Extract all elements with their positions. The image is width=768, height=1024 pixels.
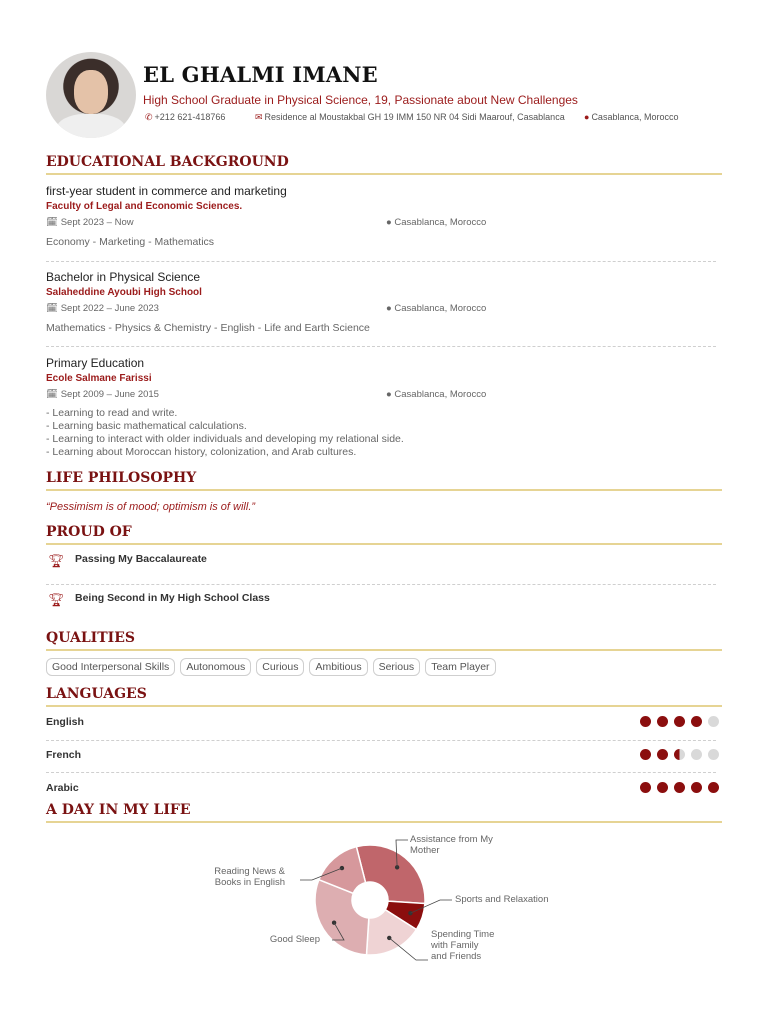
phone-icon: ✆ (145, 112, 153, 122)
avatar (46, 52, 136, 138)
entry-meta (46, 217, 722, 229)
level-dot (657, 782, 668, 793)
slice-label: Spending Time with Family and Friends (431, 929, 495, 962)
qualities-list (46, 658, 496, 676)
philosophy-quote: “Pessimism is of mood; optimism is of will.” (46, 501, 256, 513)
entry-dates: Sept 2009 – June 2015 (60, 389, 159, 400)
quality-tag: Ambitious (309, 658, 367, 676)
calendar-icon: 🗓︎ (46, 217, 61, 228)
location-text: Casablanca, Morocco (591, 112, 679, 122)
headline: High School Graduate in Physical Science, 19, Passionate about New Challenges (143, 93, 578, 107)
trophy-icon: 🏆︎ (48, 553, 65, 568)
level-dot (640, 716, 651, 727)
quality-tag: Good Interpersonal Skills (46, 658, 175, 676)
entry-dates: Sept 2022 – June 2023 (60, 303, 159, 314)
slice-label: Reading News & Books in English (214, 866, 285, 888)
trophy-icon: 🏆︎ (48, 592, 65, 607)
level-dot (708, 782, 719, 793)
entry-meta (46, 389, 722, 401)
slice-label: Sports and Relaxation (455, 894, 549, 905)
level-dot (640, 782, 651, 793)
slice-label: Good Sleep (269, 934, 320, 945)
address-text: Residence al Moustakbal GH 19 IMM 150 NR 04 Sidi Maarouf, Casablanca (264, 112, 565, 122)
achievement-text: Passing My Baccalaureate (75, 553, 207, 565)
degree-title: Primary Education (46, 356, 145, 370)
language-level (640, 782, 719, 793)
level-dot (691, 716, 702, 727)
description-line: - Learning to interact with older individuals and developing my relational side. (46, 433, 404, 445)
education-entry (46, 184, 722, 248)
divider (46, 772, 716, 773)
language-name: English (46, 716, 84, 728)
language-row (46, 749, 722, 765)
description-line: - Learning basic mathematical calculations. (46, 420, 247, 432)
level-dot (691, 749, 702, 760)
level-dot (674, 782, 685, 793)
location-pin-icon: ● (386, 389, 395, 400)
entry-location: Casablanca, Morocco (394, 389, 487, 400)
calendar-icon: 🗓︎ (46, 303, 61, 314)
language-name: Arabic (46, 782, 79, 794)
school-name: Faculty of Legal and Economic Sciences. (46, 201, 243, 212)
language-row (46, 782, 722, 798)
entry-description: Mathematics - Physics & Chemistry - English - Life and Earth Science (46, 322, 370, 334)
day-donut-chart (200, 828, 570, 978)
avatar-shirt (56, 114, 126, 138)
quality-tag: Team Player (425, 658, 495, 676)
resume-header (46, 52, 726, 138)
entry-location: Casablanca, Morocco (394, 303, 487, 314)
divider (46, 261, 716, 262)
level-dot (674, 749, 685, 760)
degree-title: Bachelor in Physical Science (46, 270, 201, 284)
location-pin-icon: ● (386, 303, 395, 314)
level-dot (657, 716, 668, 727)
level-dot (708, 716, 719, 727)
language-level (640, 716, 719, 727)
description-line: - Learning about Moroccan history, colonization, and Arab cultures. (46, 446, 357, 458)
section-title-proud: PROUD OF (46, 524, 722, 545)
phone-contact (145, 112, 225, 123)
language-name: French (46, 749, 82, 761)
education-entry (46, 356, 722, 459)
divider (46, 346, 716, 347)
section-title-languages: LANGUAGES (46, 686, 722, 707)
school-name: Salaheddine Ayoubi High School (46, 287, 202, 298)
phone-number[interactable]: +212 621-418766 (154, 112, 226, 122)
divider (46, 740, 716, 741)
envelope-icon: ✉ (255, 112, 263, 122)
entry-description (46, 407, 722, 459)
calendar-icon: 🗓︎ (46, 389, 61, 400)
location-pin-icon: ● (584, 112, 590, 122)
leader-dot (408, 911, 412, 915)
slice-3 (315, 880, 369, 955)
divider (46, 584, 716, 585)
section-title-philosophy: LIFE PHILOSOPHY (46, 470, 722, 491)
location-contact (584, 112, 678, 122)
level-dot (708, 749, 719, 760)
quality-tag: Serious (373, 658, 421, 676)
section-title-education: EDUCATIONAL BACKGROUND (46, 154, 722, 175)
quality-tag: Autonomous (180, 658, 251, 676)
quality-tag: Curious (256, 658, 304, 676)
entry-location: Casablanca, Morocco (394, 217, 487, 228)
entry-meta (46, 303, 722, 315)
address-contact (255, 112, 565, 123)
entry-description: Economy - Marketing - Mathematics (46, 236, 215, 248)
section-title-qualities: QUALITIES (46, 630, 722, 651)
language-level (640, 749, 719, 760)
degree-title: first-year student in commerce and marketing (46, 184, 287, 198)
level-dot (640, 749, 651, 760)
avatar-face (74, 70, 108, 114)
entry-dates: Sept 2023 – Now (60, 217, 134, 228)
achievement-text: Being Second in My High School Class (75, 592, 270, 604)
description-line: - Learning to read and write. (46, 407, 178, 419)
slice-label: Assistance from My Mother (410, 834, 493, 856)
person-name: EL GHALMI IMANE (143, 62, 378, 87)
section-title-day: A DAY IN MY LIFE (46, 802, 722, 823)
education-entry (46, 270, 722, 334)
school-name: Ecole Salmane Farissi (46, 373, 152, 384)
language-row (46, 716, 722, 732)
location-pin-icon: ● (386, 217, 395, 228)
level-dot (674, 716, 685, 727)
level-dot (691, 782, 702, 793)
level-dot (657, 749, 668, 760)
